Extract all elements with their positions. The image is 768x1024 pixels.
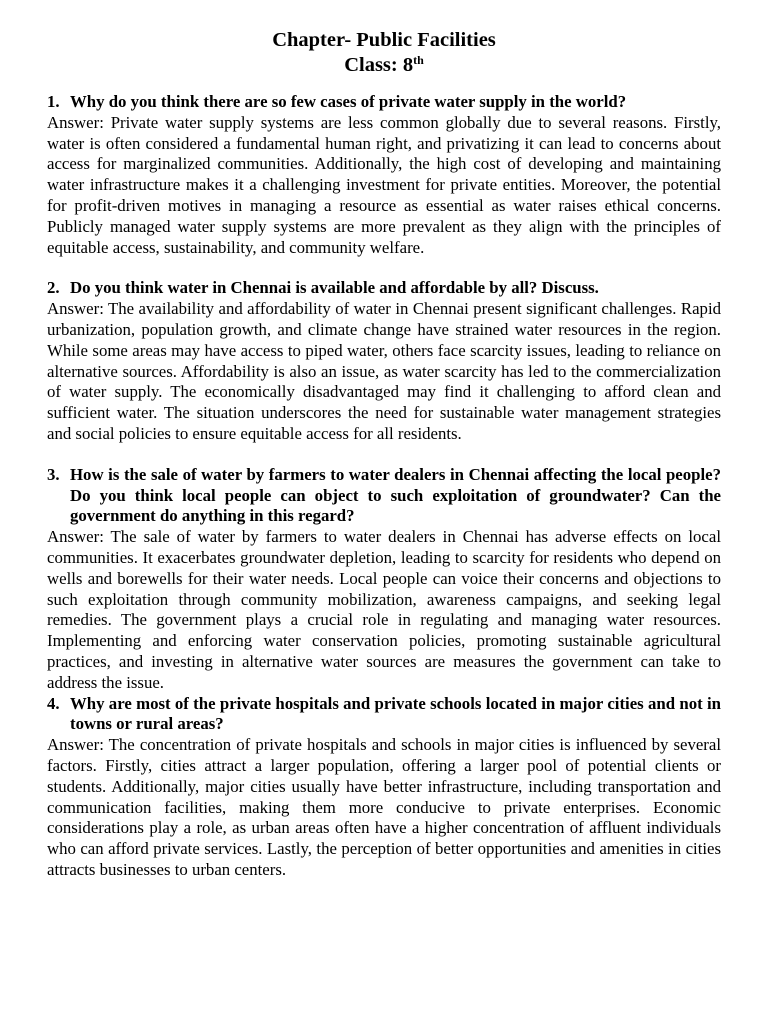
qa-section-3 xyxy=(47,465,721,694)
question-text: Why are most of the private hospitals and private schools located in major cities and not in towns or rural areas? xyxy=(70,693,721,734)
class-label: Class: 8 xyxy=(344,54,414,76)
question-number: 2. xyxy=(47,278,60,298)
question-number: 3. xyxy=(47,464,60,484)
question-2 xyxy=(47,278,721,299)
question-number: 4. xyxy=(47,693,60,713)
answer-2: Answer: The availability and affordability of water in Chennai present significant challenges. Rapid urbanization, population growth, and climate change have strained water resources in the region. While some areas may have access to piped water, others face scarcity issues, leading to reliance on alternative sources. Affordability is also an issue, as water scarcity has led to the commercialization of water supply. The economically disadvantaged may find it challenging to afford clean and sufficient water. The situation underscores the need for sustainable water management strategies and social policies to ensure equitable access for all residents. xyxy=(47,299,721,443)
page-title xyxy=(47,28,721,78)
class-line xyxy=(47,53,721,78)
class-suffix: th xyxy=(413,53,424,67)
answer-1: Answer: Private water supply systems are less common globally due to several reasons. Firstly, water is often considered a fundamental human right, and privatizing it can lead to concerns about access for marginalized communities. Additionally, the high cost of developing and maintaining water infrastructure makes it a challenging investment for private entities. Moreover, the potential for profit-driven motives in managing a resource as essential as water raises ethical concerns. Publicly managed water supply systems are more prevalent as they align with the principles of equitable access, sustainability, and community welfare. xyxy=(47,112,721,257)
question-4 xyxy=(47,694,721,736)
answer-4: Answer: The concentration of private hospitals and schools in major cities is influenced by several factors. Firstly, cities attract a larger population, offering a larger pool of potential clients or students. Additionally, major cities usually have better infrastructure, including transportation and communication facilities, making them more conducive to private enterprises. Economic considerations play a role, as urban areas often have a higher concentration of affluent individuals who can afford private services. Lastly, the perception of better opportunities and amenities in cities attracts businesses to urban centers. xyxy=(47,735,721,879)
chapter-title: Chapter- Public Facilities xyxy=(272,29,496,51)
qa-section-2 xyxy=(47,278,721,444)
question-text: How is the sale of water by farmers to water dealers in Chennai affecting the local people? Do you think local people can object to such exploitation of groundwater? Can the government do anything in this regard? xyxy=(70,464,721,526)
qa-section-1 xyxy=(47,92,721,258)
question-text: Do you think water in Chennai is available and affordable by all? Discuss. xyxy=(70,278,599,298)
qa-section-4 xyxy=(47,694,721,881)
question-number: 1. xyxy=(47,92,60,111)
question-text: Why do you think there are so few cases of private water supply in the world? xyxy=(70,92,627,111)
question-3 xyxy=(47,465,721,527)
question-1 xyxy=(47,92,721,113)
answer-3: Answer: The sale of water by farmers to water dealers in Chennai has adverse effects on local communities. It exacerbates groundwater depletion, leading to scarcity for residents who depend on wells and borewells for their water needs. Local people can voice their concerns and objections to such exploitation through community mobilization, awareness campaigns, and seeking legal remedies. The government plays a crucial role in regulating and managing water resources. Implementing and enforcing water conservation policies, promoting sustainable agricultural practices, and investing in alternative water sources are measures the government can take to address the issue. xyxy=(47,527,721,692)
